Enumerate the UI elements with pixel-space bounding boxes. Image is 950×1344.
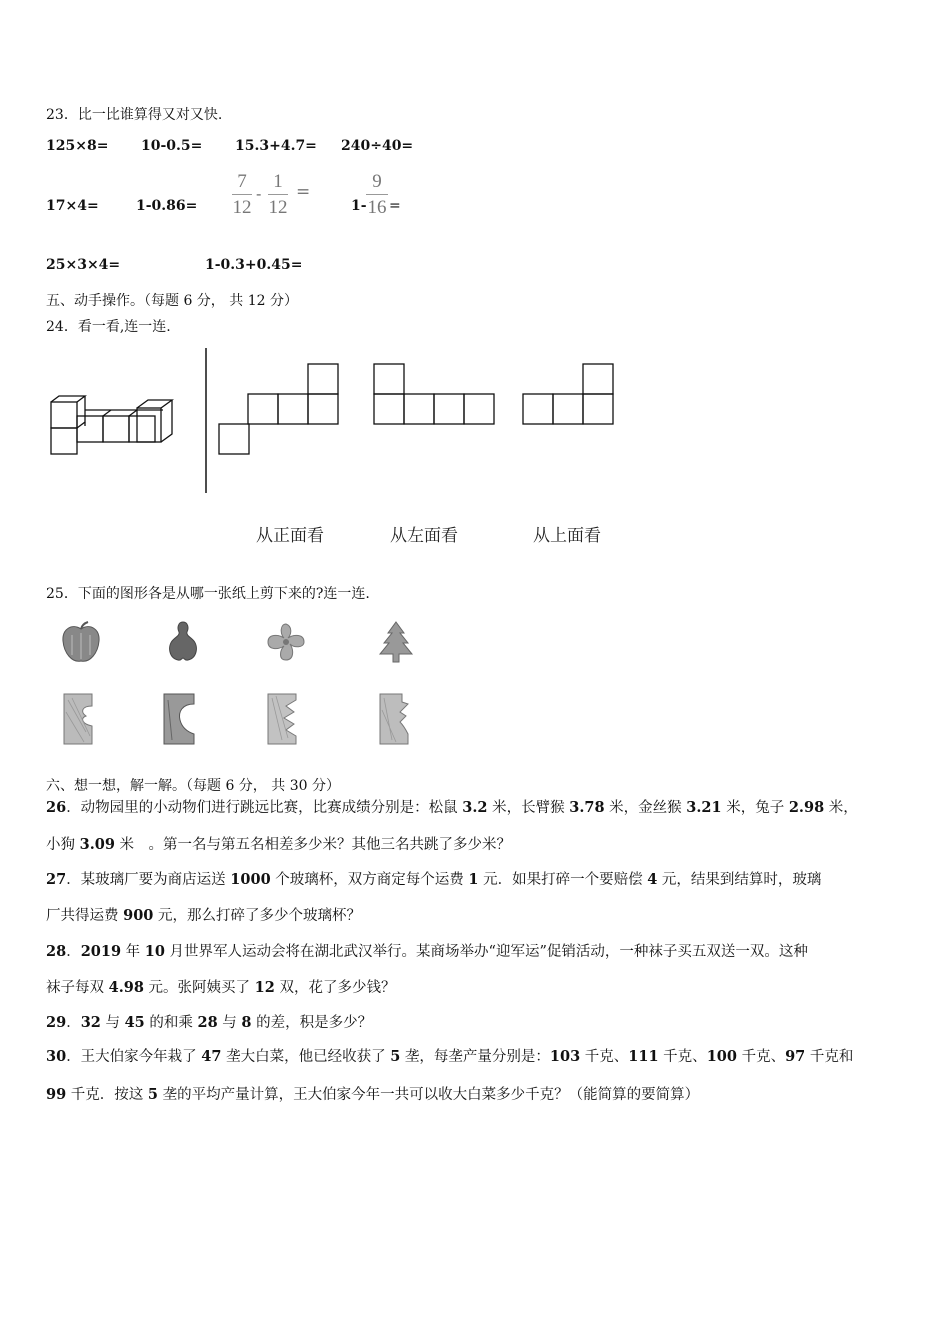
fraction-9-16: 9 16 [367, 171, 387, 218]
q29-line1: 29．32 与 45 的和乘 28 与 8 的差，积是多少？ [46, 1014, 373, 1031]
folded-paper-2-icon [162, 692, 196, 748]
q23-expr-1: 125×8= [46, 138, 109, 154]
section6-header: 六、想一想，解一解。（每题 6 分， 共 30 分） [46, 778, 340, 794]
q27-line2: 厂共得运费 900 元，那么打碎了多少个玻璃杯？ [46, 907, 361, 924]
apple-shape-icon [60, 621, 102, 665]
fraction-1-12: 1 12 [268, 171, 288, 218]
gourd-shape-icon [166, 620, 200, 664]
view-shape-3 [522, 363, 617, 428]
q26-line2: 小狗 3.09 米 。第一名与第五名相差多少米？其他三名共跳了多少米？ [46, 836, 512, 853]
fraction2-prefix: 1- [351, 198, 367, 214]
q23-expr-2: 10-0.5= [141, 138, 203, 154]
q23-title: 23．比一比谁算得又对又快. [46, 107, 223, 123]
tree-shape-icon [377, 620, 415, 664]
q30-line2: 99 千克．按这 5 垄的平均产量计算，王大伯家今年一共可以收大白菜多少千克？（能简算的要简算） [46, 1086, 700, 1103]
folded-paper-1-icon [62, 692, 98, 748]
q24-title: 24．看一看,连一连. [46, 319, 171, 335]
view-shape-2 [373, 363, 498, 428]
q28-line1: 28．2019 年 10 月世界军人运动会将在湖北武汉举行。某商场举办“迎军运”促销活动，一种袜子买五双送一双。这种 [46, 943, 808, 960]
q23-expr-7: 25×3×4= [46, 257, 121, 273]
q23-expr-4: 240÷40= [341, 138, 414, 154]
folded-paper-4-icon [378, 692, 412, 748]
q23-expr-6: 1-0.86= [136, 198, 198, 214]
vertical-divider [204, 348, 208, 493]
label-front-view: 从正面看 [256, 526, 324, 546]
fraction-minus: - [256, 184, 262, 203]
folded-paper-3-icon [266, 692, 300, 748]
fraction-7-12: 7 12 [232, 171, 252, 218]
q23-expr-5: 17×4= [46, 198, 99, 214]
q28-line2: 袜子每双 4.98 元。张阿姨买了 12 双，花了多少钱？ [46, 979, 396, 996]
flower-shape-icon [264, 620, 308, 664]
q26-line1: 26．动物园里的小动物们进行跳远比赛，比赛成绩分别是：松鼠 3.2 米，长臂猴 3.78 米，金丝猴 3.21 米，兔子 2.98 米， [46, 799, 858, 816]
label-left-view: 从左面看 [390, 526, 458, 546]
fraction-equals: = [296, 182, 311, 202]
q23-expr-3: 15.3+4.7= [235, 138, 317, 154]
q23-expr-8: 1-0.3+0.45= [205, 257, 303, 273]
q30-line1: 30．王大伯家今年栽了 47 垄大白菜，他已经收获了 5 垄，每垄产量分别是：103 千克、111 千克、100 千克、97 千克和 [46, 1048, 854, 1065]
q25-title: 25．下面的图形各是从哪一张纸上剪下来的?连一连. [46, 586, 370, 602]
label-top-view: 从上面看 [533, 526, 601, 546]
fraction2-equals: = [389, 198, 401, 214]
q27-line1: 27．某玻璃厂要为商店运送 1000 个玻璃杯，双方商定每个运费 1 元．如果打碎一个要赔偿 4 元，结果到结算时，玻璃 [46, 871, 822, 888]
cube-stack-figure [48, 396, 183, 506]
section5-header: 五、动手操作。（每题 6 分， 共 12 分） [46, 293, 298, 309]
view-shape-1 [218, 363, 343, 458]
